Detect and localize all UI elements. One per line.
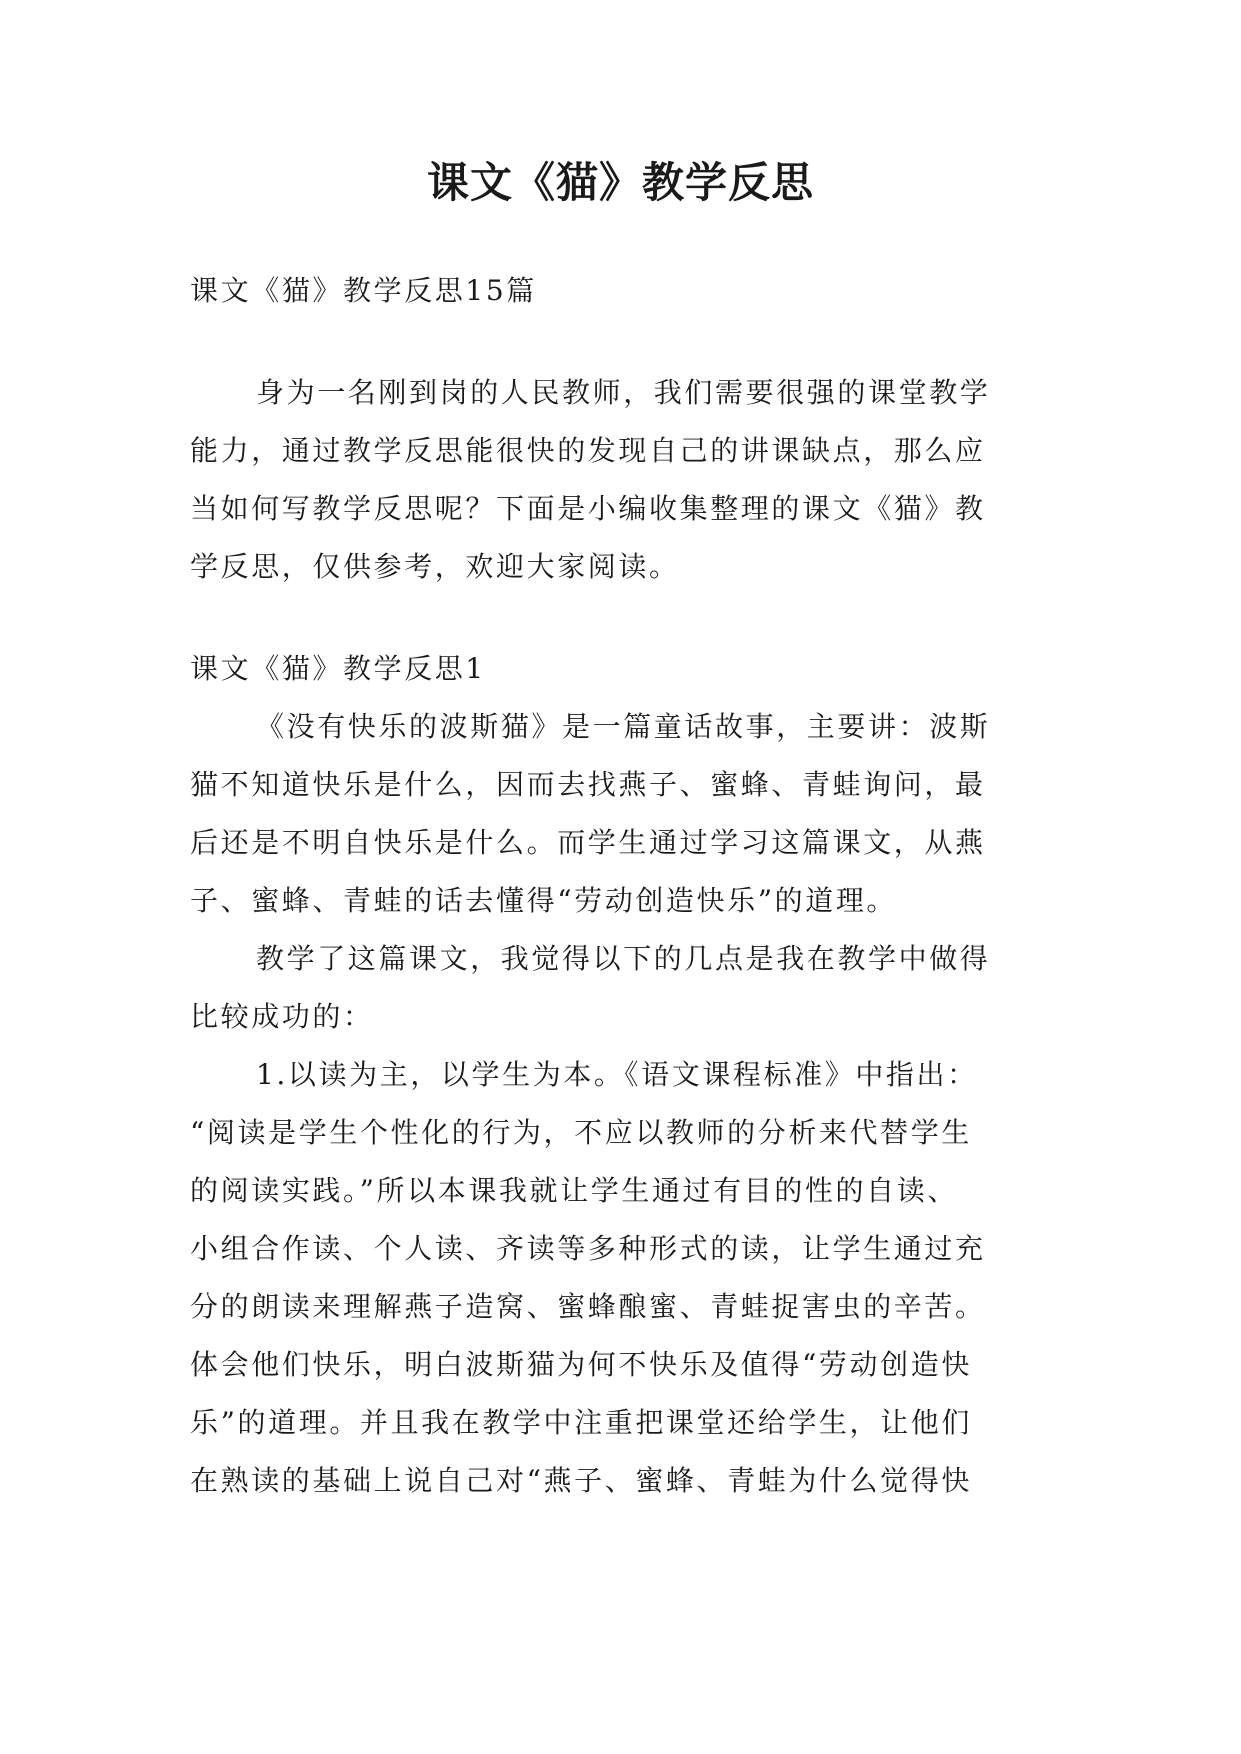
paragraph-line: 《没有快乐的波斯猫》是一篇童话故事，主要讲：波斯 bbox=[256, 710, 991, 743]
document-subtitle: 课文《猫》教学反思15篇 bbox=[190, 274, 537, 307]
paragraph-line: 的阅读实践。”所以本课我就让学生通过有目的性的自读、 bbox=[190, 1174, 958, 1207]
paragraph-line: 在熟读的基础上说自己对“燕子、蜜蜂、青蛙为什么觉得快 bbox=[190, 1464, 972, 1497]
paragraph-line: 猫不知道快乐是什么，因而去找燕子、蜜蜂、青蛙询问，最 bbox=[190, 768, 986, 801]
paragraph-line: “阅读是学生个性化的行为，不应以教师的分析来代替学生 bbox=[190, 1116, 972, 1149]
intro-line: 学反思，仅供参考，欢迎大家阅读。 bbox=[190, 550, 680, 583]
document-title: 课文《猫》教学反思 bbox=[426, 158, 814, 207]
paragraph-line: 教学了这篇课文，我觉得以下的几点是我在教学中做得 bbox=[256, 942, 991, 975]
paragraph-line: 后还是不明自快乐是什么。而学生通过学习这篇课文，从燕 bbox=[190, 826, 986, 859]
paragraph-line: 比较成功的： bbox=[190, 1000, 374, 1033]
section-heading: 课文《猫》教学反思1 bbox=[190, 652, 486, 685]
intro-line: 身为一名刚到岗的人民教师，我们需要很强的课堂教学 bbox=[256, 376, 991, 409]
paragraph-line: 小组合作读、个人读、齐读等多种形式的读，让学生通过充 bbox=[190, 1232, 986, 1265]
intro-line: 当如何写教学反思呢？下面是小编收集整理的课文《猫》教 bbox=[190, 492, 986, 525]
paragraph-line: 体会他们快乐，明白波斯猫为何不快乐及值得“劳动创造快 bbox=[190, 1348, 972, 1381]
paragraph-line: 1.以读为主，以学生为本。《语文课程标准》中指出： bbox=[256, 1058, 978, 1091]
paragraph-line: 分的朗读来理解燕子造窝、蜜蜂酿蜜、青蛙捉害虫的辛苦。 bbox=[190, 1290, 986, 1323]
intro-line: 能力，通过教学反思能很快的发现自己的讲课缺点，那么应 bbox=[190, 434, 986, 467]
paragraph-line: 子、蜜蜂、青蛙的话去懂得“劳动创造快乐”的道理。 bbox=[190, 884, 898, 917]
paragraph-line: 乐”的道理。并且我在教学中注重把课堂还给学生，让他们 bbox=[190, 1406, 972, 1439]
